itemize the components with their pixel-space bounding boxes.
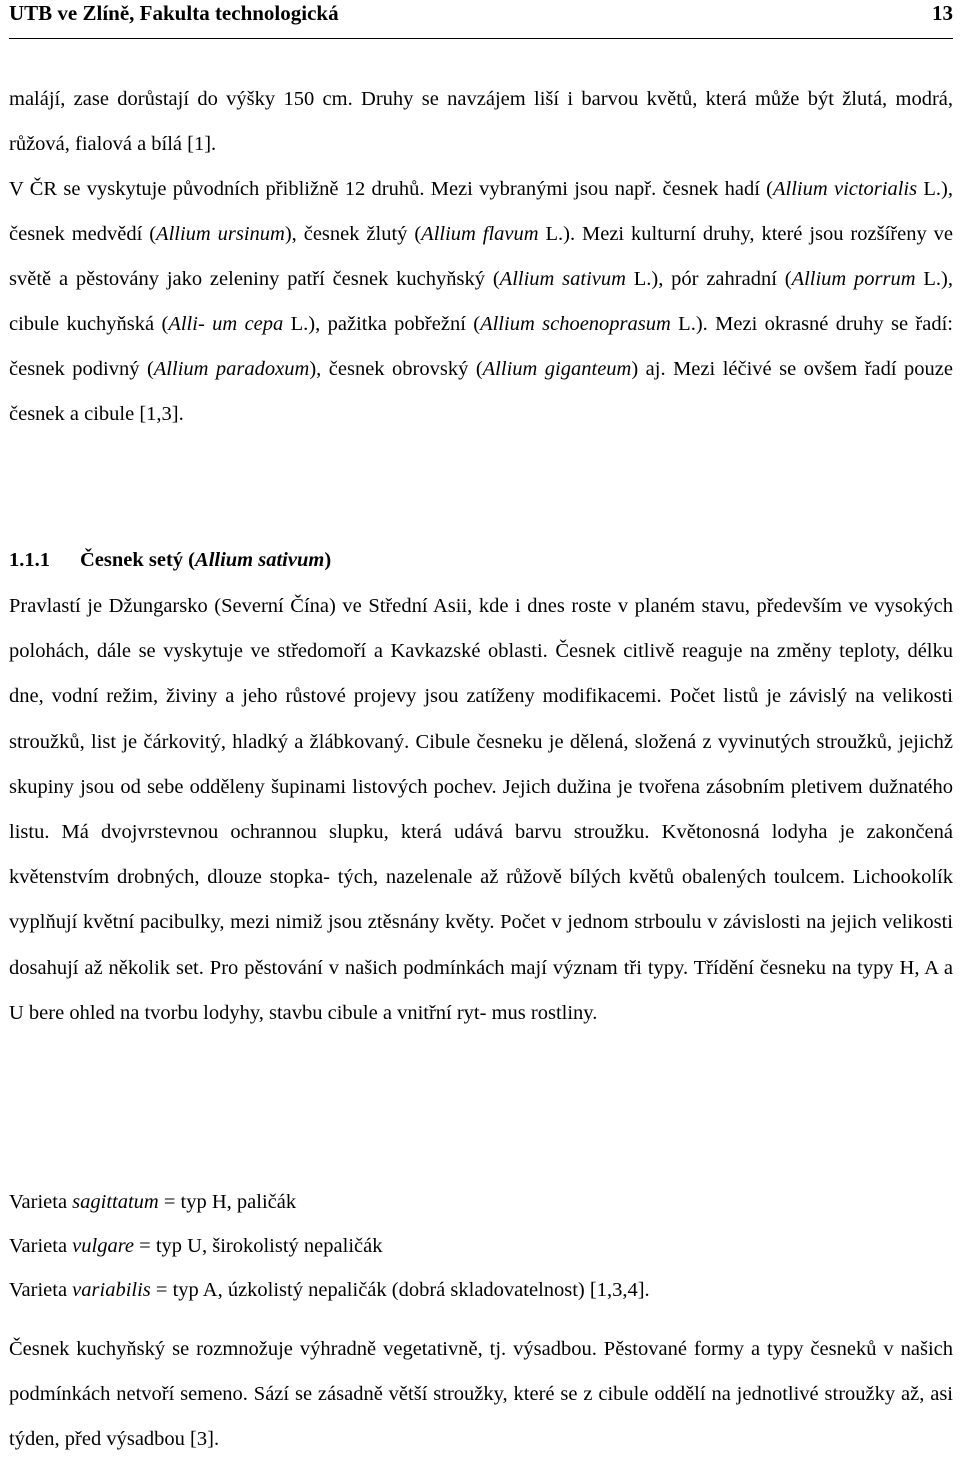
text-run: ), česnek obrovský (	[309, 358, 483, 380]
page-number: 13	[932, 1, 953, 25]
latin-name: Allium sativum	[499, 268, 626, 290]
variety-line	[9, 1268, 953, 1312]
text-run: L.). Mezi kulturní druhy, které jsou rozšířeny ve světě a pěstovány jako zeleniny patří česnek kuchyňský (	[9, 223, 953, 290]
latin-name: Allium victorialis	[773, 178, 918, 200]
paragraph-propagation: Česnek kuchyňský se rozmnožuje výhradně vegetativně, tj. výsadbou. Pěstované formy a typy česneků v našich podmínkách netvoří semeno. Sází se zásadně větší stroužky, které se z cibule oddělí na jednotlivé stroužky až, asi týden, před výsadbou [3].	[9, 1338, 953, 1450]
section-heading	[9, 540, 953, 580]
variety-line	[9, 1180, 953, 1224]
variety-name: variabilis	[72, 1279, 151, 1301]
page-header	[9, 0, 953, 39]
text-run: Varieta	[9, 1279, 73, 1301]
latin-name: Allium flavum	[421, 223, 539, 245]
section-title-latin: Allium sativum	[195, 549, 325, 571]
variety-line	[9, 1224, 953, 1268]
text-run: ) aj. Mezi léčivé se ovšem řadí pouze česnek a cibule [1,3].	[9, 358, 954, 425]
text-run: ), česnek žlutý (	[284, 223, 422, 245]
text-run: Varieta	[9, 1191, 73, 1213]
text-run: = typ U, širokolistý nepaličák	[134, 1235, 383, 1257]
latin-name: um cepa	[212, 313, 284, 335]
text-run: = typ H, paličák	[158, 1191, 297, 1213]
text-run: L.), pažitka pobřežní (	[283, 313, 481, 335]
text-run: L.), česnek medvědí (	[9, 178, 953, 245]
section-title-post: )	[324, 549, 332, 571]
paragraph-intro-continued: malájí, zase dorůstají do výšky 150 cm. Druhy se navzájem liší i barvou květů, která může být žlutá, modrá, růžová, fialová a bílá [1].	[9, 88, 953, 155]
section-title-pre: Česnek setý (	[80, 549, 196, 571]
text-run: Varieta	[9, 1235, 73, 1257]
latin-name: Allium paradoxum	[153, 358, 310, 380]
paragraph-species	[9, 167, 953, 437]
text-run: V ČR se vyskytuje původních přibližně 12 druhů. Mezi vybranými jsou např. česnek hadí (	[9, 178, 774, 200]
latin-name: Allium ursinum	[156, 223, 285, 245]
latin-name: Alli-	[168, 313, 205, 335]
paragraph-garlic-description	[9, 584, 953, 1036]
variety-name: vulgare	[72, 1235, 135, 1257]
header-title: UTB ve Zlíně, Fakulta technologická	[9, 1, 339, 25]
text-run: L.). Mezi okrasné druhy se řadí: česnek podivný (	[9, 313, 953, 380]
text-run: L.), pór zahradní (	[625, 268, 792, 290]
latin-name: Allium schoenoprasum	[480, 313, 671, 335]
text-run: L.), cibule kuchyňská (	[9, 268, 953, 335]
variety-name: sagittatum	[72, 1191, 159, 1213]
section-number: 1.1.1	[9, 549, 50, 571]
latin-name: Allium giganteum	[482, 358, 632, 380]
latin-name: Allium porrum	[791, 268, 916, 290]
text-run: Pravlastí je Džungarsko (Severní Čína) ve Střední Asii, kde i dnes roste v planém stavu, především ve vysokých polohách, dále se vyskytuje ve středomoří a Kavkazské oblasti. Česnek citlivě reaguje na změny teploty, délku dne, vodní režim, živiny a jeho růstové projevy jsou zatíženy modifikacemi. Počet listů je závislý na velikosti stroužků, list je čárkovitý, hladký a žlábkovaný. Cibule česneku je dělená, složená z vyvinutých stroužků, jejichž skupiny jsou od sebe odděleny šupinami listových pochev. Jejich dužina je tvořena zásobním pletivem dužnatého listu. Má dvojvrstevnou ochrannou slupku, která udává barvu stroužku. Květonosná lodyha je zakončená květenstvím drobných, dlouze stopka-	[9, 595, 953, 889]
text-run: tých, nazelenale až růžově bílých květů obalených toulcem. Lichookolík vyplňují květní pacibulky, mezi nimiž jsou ztěsnány květy. Počet v jednom strboulu v závislosti na jejich velikosti dosahují až několik set. Pro pěstování v našich podmínkách mají význam tři typy. Třídění česneku na typy H, A a U bere ohled na tvorbu lodyhy, stavbu cibule a vnitřní ryt-	[9, 866, 953, 1024]
text-run: mus rostliny.	[491, 1001, 598, 1024]
text-run: = typ A, úzkolistý nepaličák (dobrá skladovatelnost) [1,3,4].	[150, 1279, 650, 1301]
